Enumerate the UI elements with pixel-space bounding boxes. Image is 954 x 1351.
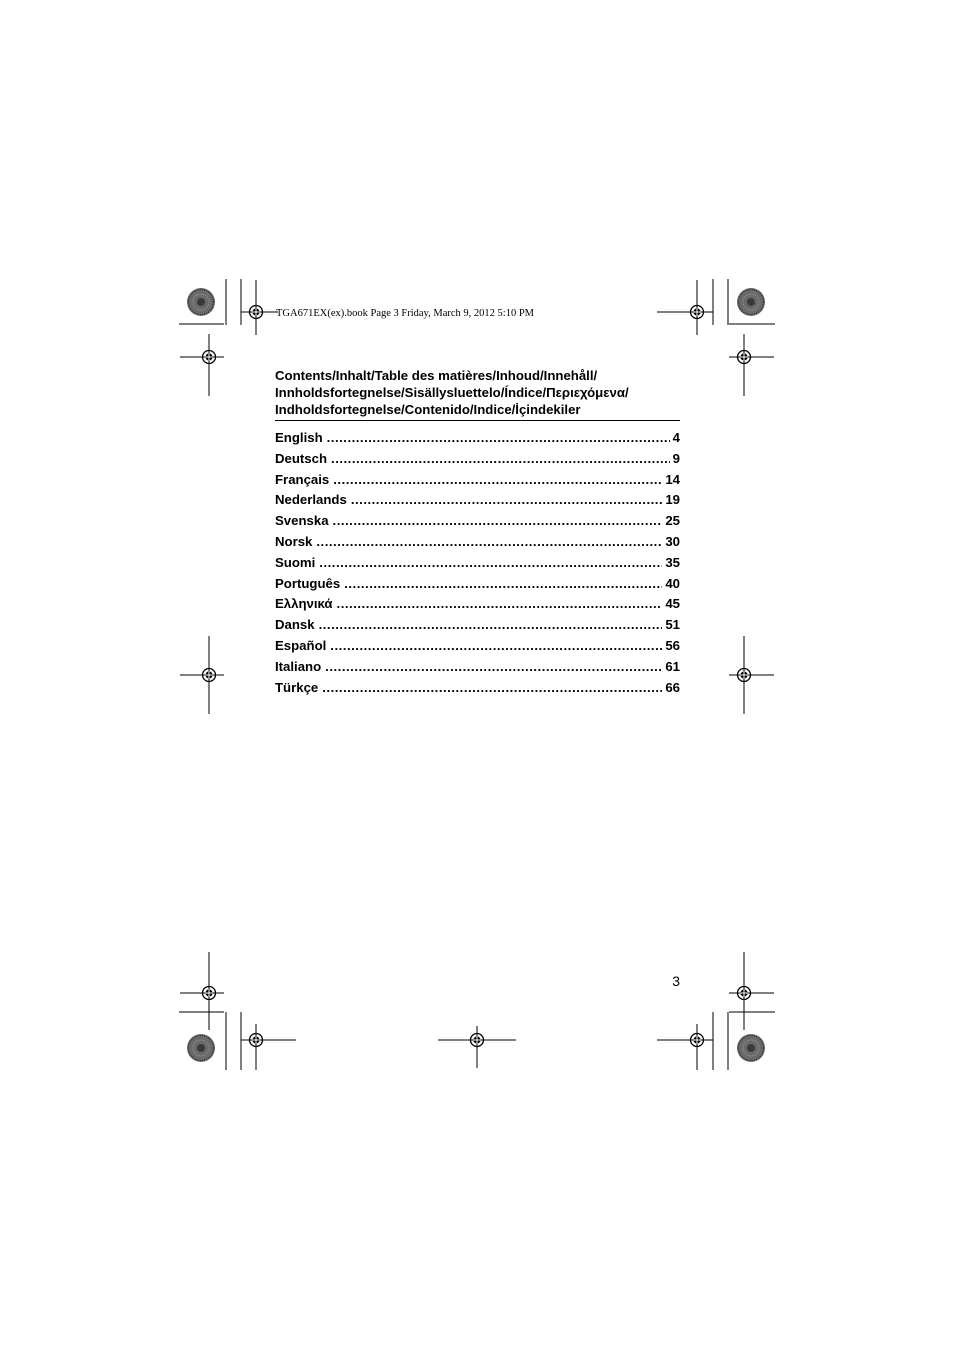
toc-entry-page: 30 xyxy=(665,533,680,549)
toc-entry-label: Ελληνικά xyxy=(275,596,333,612)
starburst-mark-icon xyxy=(737,1034,765,1062)
toc-leader-dots xyxy=(316,534,662,549)
toc-entry-dansk[interactable] xyxy=(275,617,680,638)
toc-entry-portugues[interactable] xyxy=(275,576,680,597)
toc-entry-italiano[interactable] xyxy=(275,659,680,680)
toc-entry-svenska[interactable] xyxy=(275,513,680,534)
toc-entry-page: 45 xyxy=(665,596,680,612)
toc-entry-label: Dansk xyxy=(275,617,315,633)
toc-leader-dots xyxy=(351,492,663,507)
toc-entry-label: Svenska xyxy=(275,513,329,529)
table-of-contents xyxy=(275,430,680,700)
toc-leader-dots xyxy=(330,638,662,653)
toc-entry-page: 9 xyxy=(672,450,680,466)
title-divider xyxy=(275,420,680,421)
toc-leader-dots xyxy=(344,576,662,591)
starburst-mark-icon xyxy=(737,288,765,316)
title-line: Indholdsfortegnelse/Contenido/Indice/İçindekiler xyxy=(275,402,581,417)
toc-entry-label: Türkçe xyxy=(275,679,319,695)
toc-entry-english[interactable] xyxy=(275,430,680,451)
toc-entry-label: Português xyxy=(275,575,341,591)
toc-entry-page: 35 xyxy=(665,554,680,570)
starburst-mark-icon xyxy=(187,1034,215,1062)
toc-entry-label: Deutsch xyxy=(275,450,328,466)
toc-entry-page: 61 xyxy=(665,658,680,674)
toc-entry-label: Suomi xyxy=(275,554,316,570)
toc-entry-page: 40 xyxy=(665,575,680,591)
toc-entry-label: Nederlands xyxy=(275,492,347,508)
toc-entry-francais[interactable] xyxy=(275,472,680,493)
toc-entry-page: 4 xyxy=(672,430,680,445)
title-line: Contents/Inhalt/Table des matières/Inhoud/Innehåll/ xyxy=(275,368,598,383)
toc-entry-label: Français xyxy=(275,471,330,487)
toc-entry-page: 19 xyxy=(665,492,680,508)
toc-entry-espanol[interactable] xyxy=(275,638,680,659)
toc-entry-label: Español xyxy=(275,637,327,653)
toc-leader-dots xyxy=(337,596,663,611)
toc-entry-suomi[interactable] xyxy=(275,555,680,576)
starburst-mark-icon xyxy=(187,288,215,316)
toc-entry-norsk[interactable] xyxy=(275,534,680,555)
toc-leader-dots xyxy=(327,430,670,445)
toc-entry-greek[interactable] xyxy=(275,596,680,617)
toc-entry-nederlands[interactable] xyxy=(275,492,680,513)
toc-entry-page: 14 xyxy=(665,471,680,487)
toc-leader-dots xyxy=(319,555,662,570)
toc-entry-label: English xyxy=(275,430,323,445)
toc-entry-deutsch[interactable] xyxy=(275,451,680,472)
print-header: TGA671EX(ex).book Page 3 Friday, March 9, 2012 5:10 PM xyxy=(276,308,534,319)
title-line: Innholdsfortegnelse/Sisällysluettelo/Índice/Περιεχόμενα/ xyxy=(275,385,629,400)
toc-entry-label: Italiano xyxy=(275,658,322,674)
page-title xyxy=(275,367,680,418)
page-number: 3 xyxy=(672,973,680,989)
toc-entry-page: 66 xyxy=(665,679,680,695)
toc-entry-turkce[interactable] xyxy=(275,680,680,701)
toc-entry-page: 56 xyxy=(665,637,680,653)
toc-leader-dots xyxy=(319,617,663,632)
toc-leader-dots xyxy=(333,513,663,528)
toc-leader-dots xyxy=(325,659,662,674)
toc-entry-page: 51 xyxy=(665,617,680,633)
toc-leader-dots xyxy=(331,451,670,466)
toc-entry-page: 25 xyxy=(665,513,680,529)
toc-leader-dots xyxy=(333,472,662,487)
toc-entry-label: Norsk xyxy=(275,533,313,549)
toc-leader-dots xyxy=(322,680,662,695)
